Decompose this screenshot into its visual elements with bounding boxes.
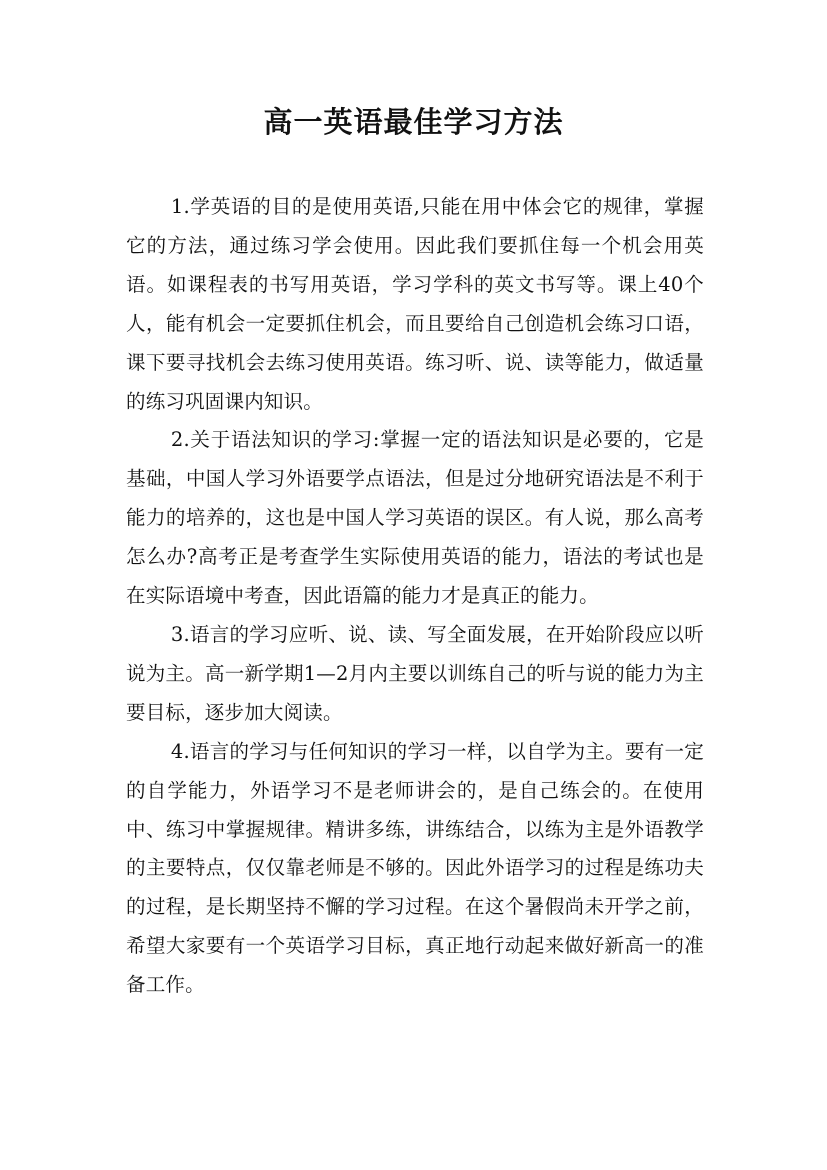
paragraph-3: 3.语言的学习应听、说、读、写全面发展，在开始阶段应以听说为主。高一新学期1—2月内主要以训练自己的听与说的能力为主要目标，逐步加大阅读。 <box>126 622 704 724</box>
paragraph-4: 4.语言的学习与任何知识的学习一样，以自学为主。要有一定的自学能力，外语学习不是老师讲会的，是自己练会的。在使用中、练习中掌握规律。精讲多练，讲练结合，以练为主是外语教学的主要特点，仅仅靠老师是不够的。因此外语学习的过程是练功夫的过程，是长期坚持不懈的学习过程。在这个暑假尚未开学之前，希望大家要有一个英语学习目标，真正地行动起来做好新高一的准备工作。 <box>126 739 704 997</box>
document-title: 高一英语最佳学习方法 <box>263 105 564 139</box>
document-body <box>126 188 704 1005</box>
paragraph-1: 1.学英语的目的是使用英语,只能在用中体会它的规律，掌握它的方法，通过练习学会使用。因此我们要抓住每一个机会用英语。如课程表的书写用英语，学习学科的英文书写等。课上40个人，能有机会一定要抓住机会，而且要给自己创造机会练习口语，课下要寻找机会去练习使用英语。练习听、说、读等能力，做适量的练习巩固课内知识。 <box>126 195 704 413</box>
paragraph-2: 2.关于语法知识的学习:掌握一定的语法知识是必要的，它是基础，中国人学习外语要学点语法，但是过分地研究语法是不利于能力的培养的，这也是中国人学习英语的误区。有人说，那么高考怎么办?高考正是考查学生实际使用英语的能力，语法的考试也是在实际语境中考查，因此语篇的能力才是真正的能力。 <box>126 428 704 608</box>
